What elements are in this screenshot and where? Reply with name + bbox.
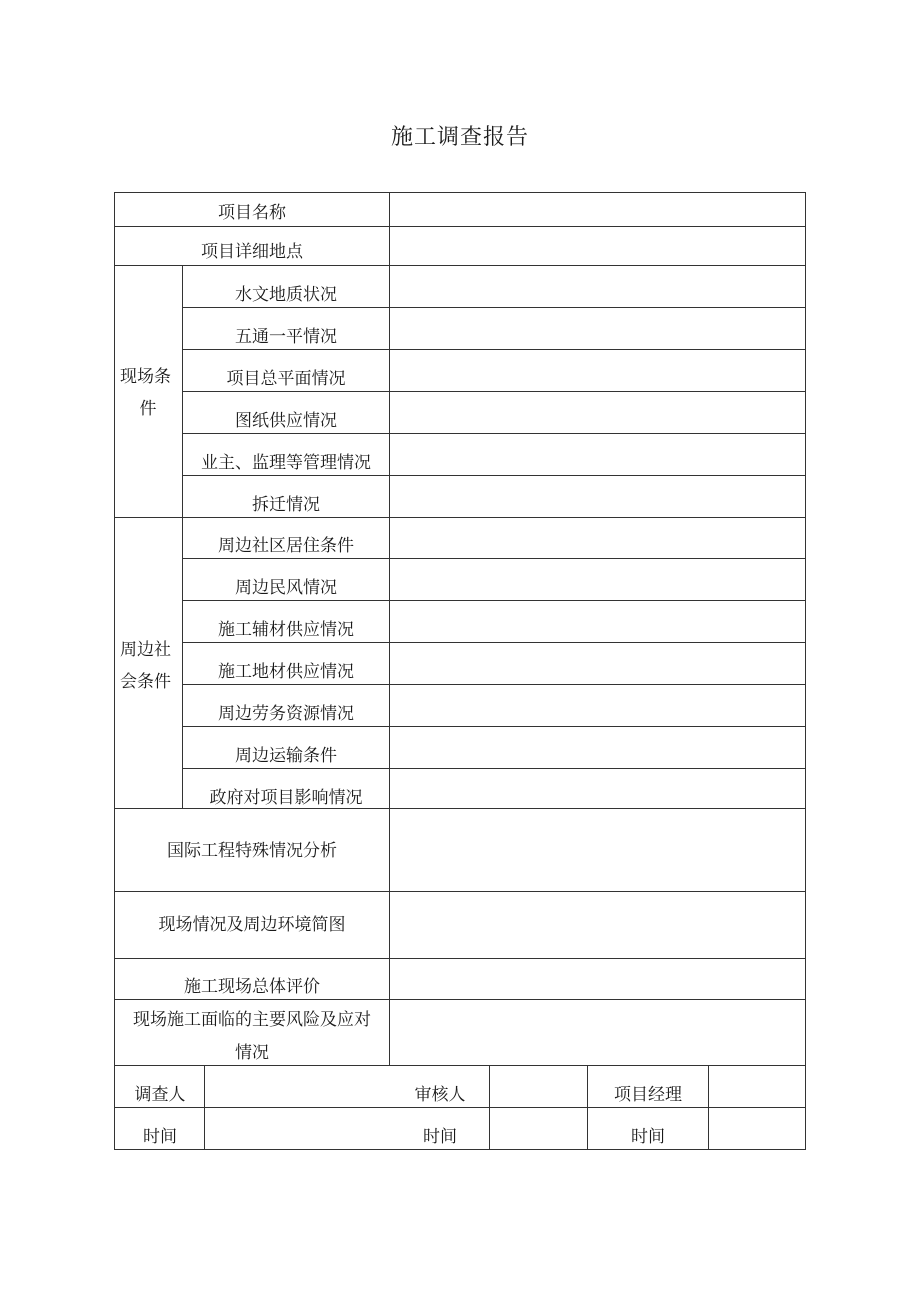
surrounding-item-transport: 周边运输条件 [235, 746, 337, 766]
surrounding-item-residential: 周边社区居住条件 [218, 536, 354, 556]
group-label-site-conditions-line1: 现场条 [120, 367, 171, 387]
label-investigator: 调查人 [134, 1085, 186, 1105]
surrounding-item-local-materials: 施工地材供应情况 [218, 662, 354, 682]
label-time-manager: 时间 [631, 1127, 665, 1147]
label-international-analysis: 国际工程特殊情况分析 [167, 841, 337, 861]
site-item-utilities: 五通一平情况 [235, 327, 337, 347]
site-item-owner-supervision: 业主、监理等管理情况 [201, 453, 371, 473]
label-overall-evaluation: 施工现场总体评价 [184, 977, 320, 997]
surrounding-item-government: 政府对项目影响情况 [209, 788, 363, 808]
site-item-hydrogeology: 水文地质状况 [235, 285, 337, 305]
label-risk-line1: 现场施工面临的主要风险及应对 [133, 1010, 371, 1030]
surrounding-item-customs: 周边民风情况 [235, 578, 337, 598]
label-time-investigator: 时间 [143, 1127, 177, 1147]
site-item-drawings: 图纸供应情况 [235, 411, 337, 431]
label-risk-line2: 情况 [235, 1043, 269, 1063]
label-project-name: 项目名称 [218, 203, 286, 223]
document-title: 施工调查报告 [390, 125, 529, 150]
label-project-address: 项目详细地点 [201, 242, 303, 262]
label-time-reviewer: 时间 [423, 1127, 457, 1147]
label-project-manager: 项目经理 [614, 1085, 682, 1105]
group-label-site-conditions-line2: 件 [139, 399, 157, 419]
surrounding-item-labor: 周边劳务资源情况 [218, 704, 354, 724]
group-label-surrounding-line2: 会条件 [120, 672, 171, 692]
label-site-sketch: 现场情况及周边环境简图 [158, 915, 346, 935]
label-reviewer: 审核人 [414, 1085, 466, 1105]
site-item-master-plan: 项目总平面情况 [226, 369, 346, 389]
group-label-surrounding-line1: 周边社 [120, 640, 171, 660]
surrounding-item-auxiliary-materials: 施工辅材供应情况 [218, 620, 354, 640]
site-item-demolition: 拆迁情况 [252, 495, 320, 515]
